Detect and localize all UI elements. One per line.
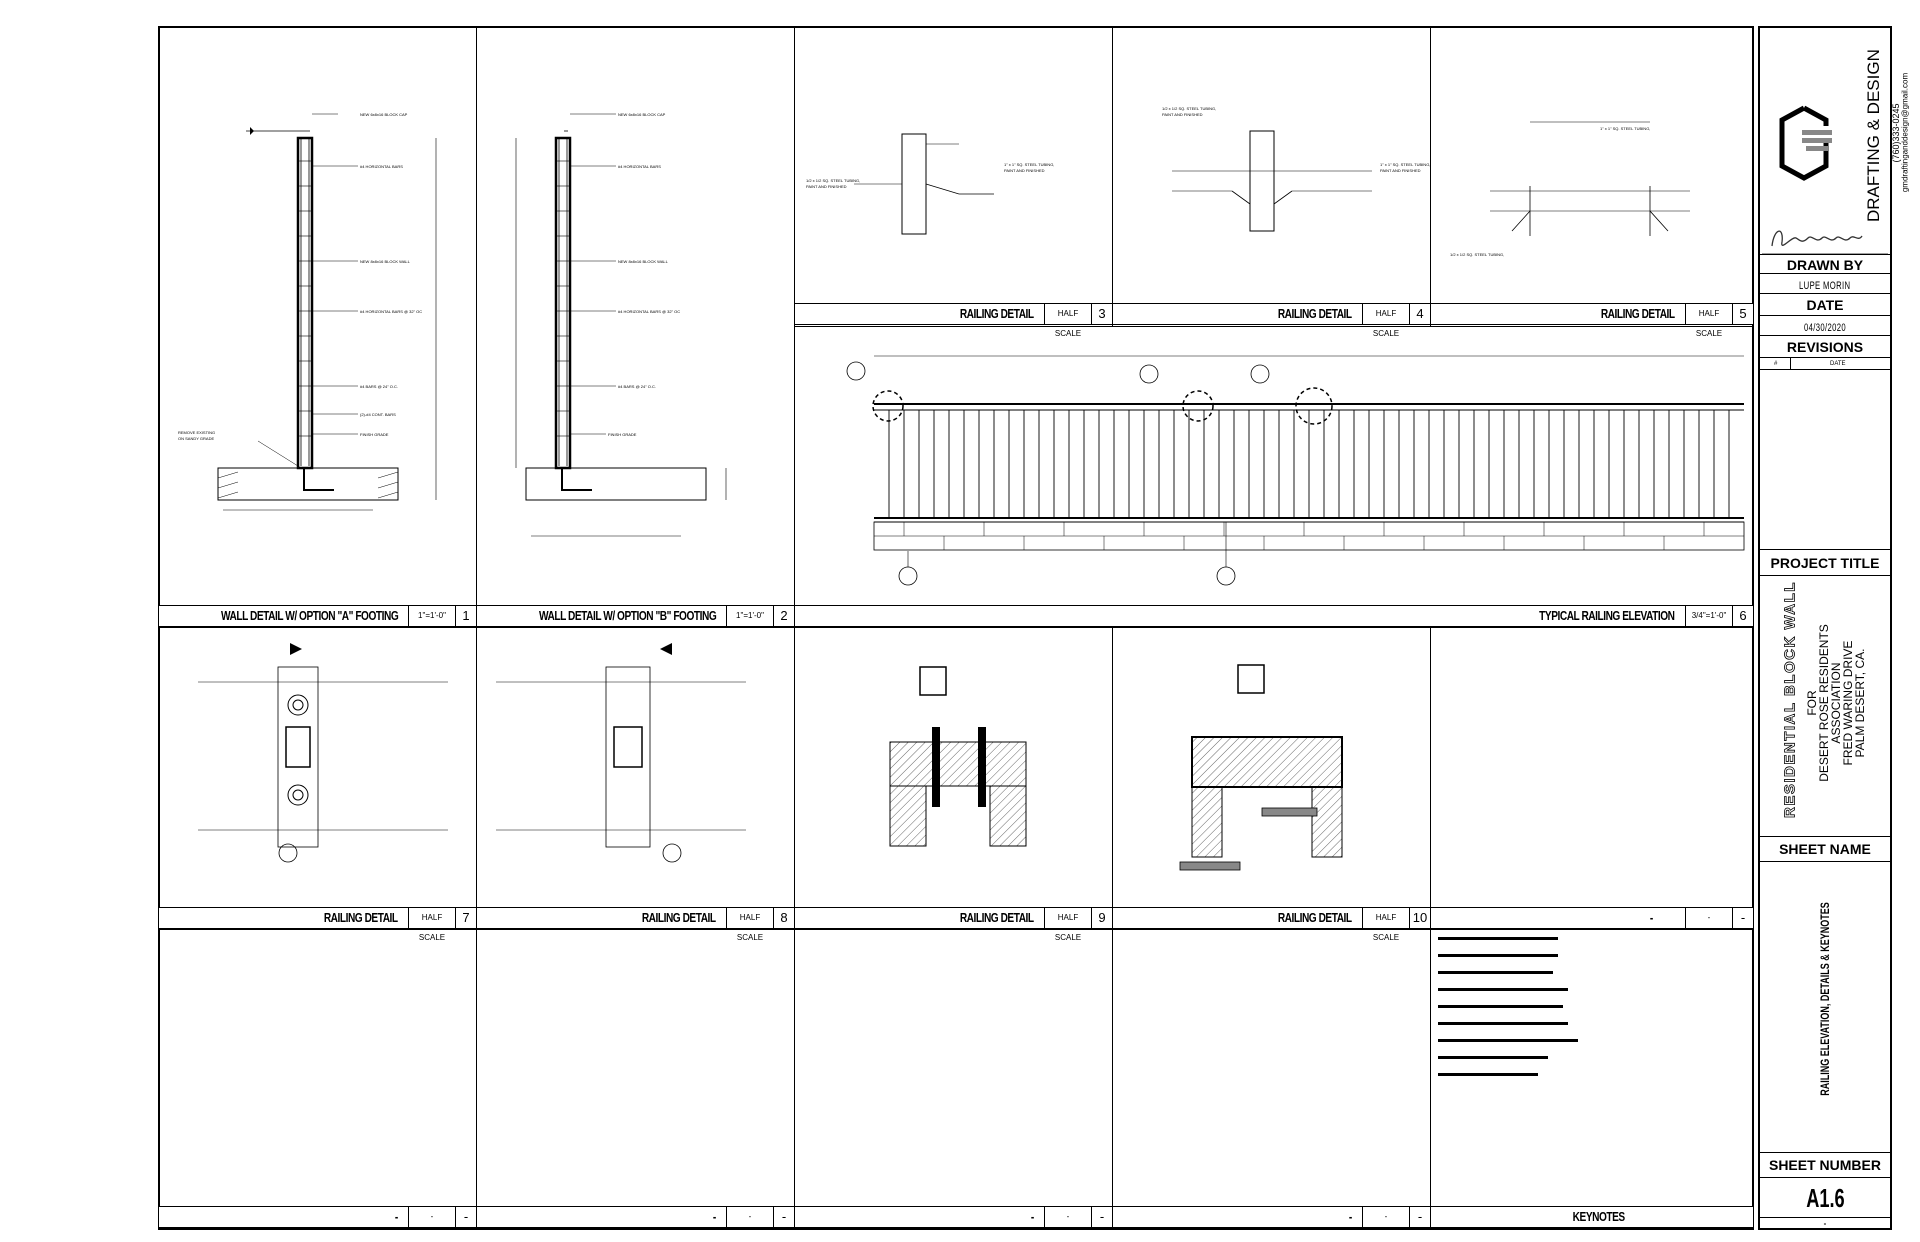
svg-text:1" x 1" SQ. STEEL TUBING,: 1" x 1" SQ. STEEL TUBING, [1004,162,1055,167]
empty-cell-r2c5 [1430,627,1754,930]
title-bar-detail-4 [1112,303,1431,338]
detail-title: WALL DETAIL W/ OPTION "A" FOOTING [220,608,398,623]
svg-text:PAINT AND FINISHED: PAINT AND FINISHED [806,184,847,189]
svg-text:1/2 x 1/2 SQ. STEEL TUBING,: 1/2 x 1/2 SQ. STEEL TUBING, [1450,252,1505,257]
revisions-blank [1760,370,1890,550]
empty-marker: - [726,1207,774,1227]
detail-title: RAILING DETAIL [960,306,1034,321]
title-bar-keynotes [1430,1206,1754,1228]
sheet-name: RAILING ELEVATION, DETAILS & KEYNOTES [1818,902,1832,1096]
sheet-footer [1760,1218,1890,1230]
revisions-label: REVISIONS [1760,336,1890,358]
svg-text:NEW 8x8x16 BLOCK WALL: NEW 8x8x16 BLOCK WALL [360,259,410,264]
railing-detail-10-drawing [1112,627,1431,907]
keynote-item [1438,1056,1548,1059]
section-marker-icon [847,362,1269,585]
detail-number: 2 [773,606,794,626]
keynote-item [1438,937,1558,940]
empty-marker: - [773,1207,794,1227]
title-bar-empty-r3c3 [794,1206,1113,1228]
empty-marker: - [1732,908,1753,928]
detail-scale: HALF SCALE [1362,908,1410,928]
svg-text:REMOVE EXISTING: REMOVE EXISTING [178,430,216,435]
railing-detail-5-drawing [1430,26,1754,303]
title-block [1758,26,1910,1230]
title-bar-detail-2 [476,605,795,627]
empty-cell-r3c3 [794,929,1113,1230]
detail-scale: HALF SCALE [408,908,456,928]
empty-marker: - [395,1209,398,1224]
empty-marker: - [1685,908,1733,928]
wall-section-b-drawing [476,26,795,606]
signature-icon [1762,218,1888,258]
detail-scale: HALF SCALE [1362,304,1410,324]
date-text: 04/30/2020 [1803,322,1847,334]
svg-text:NEW 8x8x16 BLOCK WALL: NEW 8x8x16 BLOCK WALL [618,259,668,264]
title-bar-detail-10 [1112,907,1431,942]
svg-text:1" x 1" SQ. STEEL TUBING,: 1" x 1" SQ. STEEL TUBING, [1380,162,1431,167]
railing-detail-3-drawing [794,26,1113,303]
empty-marker: - [1650,910,1653,925]
detail-title: RAILING DETAIL [960,910,1034,925]
revision-number-header: # [1774,361,1778,367]
keynote-item [1438,954,1558,957]
railing-elevation-drawing [794,326,1754,605]
detail-title: RAILING DETAIL [324,910,398,925]
svg-text:1/2 x 1/2 SQ. STEEL TUBING,: 1/2 x 1/2 SQ. STEEL TUBING, [1162,106,1217,111]
revisions-row [1760,358,1890,370]
firm-logo-icon [1764,78,1844,198]
detail-number: 5 [1732,304,1753,324]
firm-name: DRAFTING & DESIGN [1864,49,1883,222]
drawn-by-label: DRAWN BY [1760,254,1890,274]
svg-text:PAINT AND FINISHED: PAINT AND FINISHED [1004,168,1045,173]
empty-marker: - [1031,1209,1034,1224]
railing-detail-8-drawing [476,627,795,907]
detail-number: 7 [455,908,476,928]
drawn-by-value [1760,274,1890,294]
sheet-number-label: SHEET NUMBER [1760,1152,1890,1178]
footer-marker: - [1823,1219,1827,1228]
detail-scale: HALF SCALE [726,908,774,928]
railing-detail-7-drawing [158,627,477,907]
empty-marker: - [1409,1207,1430,1227]
title-bar-detail-1 [158,605,477,627]
project-for: FOR [1805,690,1819,716]
keynotes-list [1434,935,1744,1135]
svg-text:#4 BARS @ 24" O.C.: #4 BARS @ 24" O.C. [618,384,656,389]
title-bar-detail-7 [158,907,477,942]
balusters [889,410,1729,518]
date-label: DATE [1760,294,1890,316]
sheet-number: A1.6 [1805,1183,1845,1213]
svg-text:#4 BARS @ 24" O.C.: #4 BARS @ 24" O.C. [360,384,398,389]
empty-marker: - [408,1207,456,1227]
empty-marker: - [1044,1207,1092,1227]
empty-cell-r3c2 [476,929,795,1230]
detail-number: 6 [1732,606,1753,626]
sheet-number-block [1760,1178,1890,1218]
title-bar-detail-8 [476,907,795,942]
keynote-item [1438,1073,1538,1076]
svg-text:NEW 6x8x16 BLOCK CAP: NEW 6x8x16 BLOCK CAP [618,112,666,117]
empty-marker: - [455,1207,476,1227]
wall-section-a-drawing [158,26,477,606]
project-street: FRED WARING DRIVE [1841,640,1855,766]
svg-text:PAINT AND FINISHED: PAINT AND FINISHED [1380,168,1421,173]
detail-title: TYPICAL RAILING ELEVATION [1539,608,1675,623]
detail-callout-circles [873,388,1332,424]
svg-text:#4 HORIZONTAL BARS: #4 HORIZONTAL BARS [360,164,403,169]
project-client-1: DESERT ROSE RESIDENTS [1817,624,1831,782]
detail-number: 9 [1091,908,1112,928]
svg-text:FINISH GRADE: FINISH GRADE [360,432,389,437]
keynote-item [1438,1039,1578,1042]
svg-text:1" x 1" SQ. STEEL TUBING,: 1" x 1" SQ. STEEL TUBING, [1600,126,1651,131]
detail-number: 10 [1409,908,1430,928]
railing-detail-4-drawing [1112,26,1431,303]
svg-text:PAINT AND FINISHED: PAINT AND FINISHED [1162,112,1203,117]
svg-text:NEW 6x8x16 BLOCK CAP: NEW 6x8x16 BLOCK CAP [360,112,408,117]
date-value [1760,316,1890,336]
title-bar-detail-6 [794,605,1754,627]
detail-title: RAILING DETAIL [1601,306,1675,321]
detail-title: WALL DETAIL W/ OPTION "B" FOOTING [538,608,716,623]
svg-text:(2)-#4 CONT. BARS: (2)-#4 CONT. BARS [360,412,396,417]
keynote-item [1438,971,1553,974]
detail-number: 4 [1409,304,1430,324]
detail-scale: HALF SCALE [1044,908,1092,928]
drawn-by-name: LUPE MORIN [1799,280,1851,292]
firm-phone: (760)333-0245 [1891,103,1901,163]
project-name: RESIDENTIAL BLOCK WALL [1781,581,1799,818]
svg-text:ON SANDY GRADE: ON SANDY GRADE [178,436,215,441]
empty-cell-r3c4 [1112,929,1431,1230]
svg-text:#4 HORIZONTAL BARS @ 32" OC: #4 HORIZONTAL BARS @ 32" OC [360,309,423,314]
firm-email: gmdraftinganddesign@gmail.com [1900,72,1910,193]
title-bar-empty-r3c1 [158,1206,477,1228]
keynote-item [1438,1022,1568,1025]
detail-scale: 1"=1'-0" [408,606,456,626]
svg-text:#4 HORIZONTAL BARS @ 32" OC: #4 HORIZONTAL BARS @ 32" OC [618,309,681,314]
empty-cell-r3c1 [158,929,477,1230]
title-bar-detail-5 [1430,303,1754,338]
title-bar-empty-r2c5 [1430,907,1754,929]
project-title-block [1760,576,1890,837]
revision-date-header: DATE [1830,361,1846,367]
title-bar-detail-3 [794,303,1113,338]
detail-title: RAILING DETAIL [1278,306,1352,321]
detail-number: 1 [455,606,476,626]
detail-scale: 3/4"=1'-0" [1685,606,1733,626]
detail-number: 8 [773,908,794,928]
title-bar-empty-r3c2 [476,1206,795,1228]
project-client-2: ASSOCIATION [1829,662,1843,744]
railing-detail-9-drawing [794,627,1113,907]
svg-text:#4 HORIZONTAL BARS: #4 HORIZONTAL BARS [618,164,661,169]
detail-number: 3 [1091,304,1112,324]
title-bar-detail-9 [794,907,1113,942]
empty-marker: - [1349,1209,1352,1224]
sheet-name-label: SHEET NAME [1760,836,1890,862]
keynotes-title: KEYNOTES [1572,1209,1625,1224]
firm-text-block [1848,48,1910,228]
empty-marker: - [713,1209,716,1224]
keynote-item [1438,1005,1563,1008]
detail-scale: 1"=1'-0" [726,606,774,626]
empty-marker: - [1362,1207,1410,1227]
sheet-name-block [1760,862,1890,1153]
empty-marker: - [1091,1207,1112,1227]
project-title-label: PROJECT TITLE [1760,550,1890,576]
detail-scale: HALF SCALE [1685,304,1733,324]
detail-title: RAILING DETAIL [1278,910,1352,925]
detail-scale: HALF SCALE [1044,304,1092,324]
svg-text:FINISH GRADE: FINISH GRADE [608,432,637,437]
detail-title: RAILING DETAIL [642,910,716,925]
keynote-item [1438,988,1568,991]
project-city: PALM DESERT, CA. [1853,648,1867,758]
svg-text:1/2 x 1/2 SQ. STEEL TUBING,: 1/2 x 1/2 SQ. STEEL TUBING, [806,178,861,183]
title-bar-empty-r3c4 [1112,1206,1431,1228]
